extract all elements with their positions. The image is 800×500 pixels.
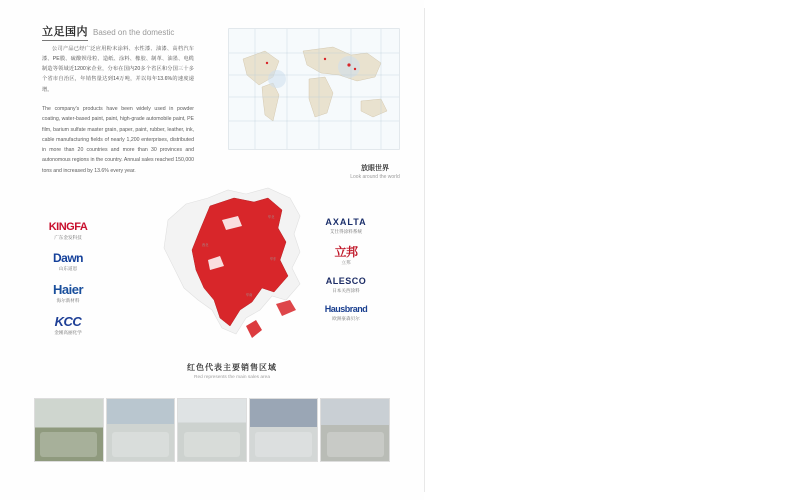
- logo-kcc-sub: 金刚高丽化学: [54, 330, 82, 335]
- photo-mine-1: [34, 398, 104, 462]
- right-panel: [425, 0, 800, 500]
- logo-dawn: [28, 252, 108, 272]
- world-caption-cn: 放眼世界: [361, 165, 389, 172]
- svg-text:华南: 华南: [246, 293, 253, 297]
- domestic-heading-en: Based on the domestic: [93, 28, 175, 37]
- logo-alesco: [306, 277, 386, 294]
- domestic-paragraph-cn: 公司产品已经广泛应用粉末涂料、水性漆、油漆、高档汽车漆、PE膜、硫酸钡母粒、造纸、涂料、橡胶、制革、油墨、电缆制造等领域近1200家企业，分布在国内20多个省区和分国三十多个省市自治区，年销售量达到14万吨，并以每年13.6%的速度递增。: [42, 46, 194, 93]
- photo-mine-3: [177, 398, 247, 462]
- world-map-caption: [330, 163, 420, 180]
- logo-axalta-mark: AXALTA: [325, 217, 367, 227]
- logo-dawn-mark: Dawn: [52, 251, 83, 265]
- photo-plant-5: [320, 398, 390, 462]
- world-caption-en: Look around the world: [350, 174, 400, 180]
- logo-axalta-sub: 艾仕得涂料系统: [329, 229, 363, 234]
- logo-nippon-sub: 立邦: [341, 260, 351, 265]
- logo-hausbrand-mark: Hausbrand: [324, 304, 368, 314]
- domestic-heading-cn: 立足国内: [42, 23, 88, 41]
- logo-dawn-sub: 山东道恩: [58, 266, 78, 271]
- logo-kingfa-sub: 广东金发科技: [54, 235, 82, 240]
- china-sales-map: [150, 168, 320, 358]
- logo-haier-mark: Haier: [52, 282, 84, 297]
- facility-photo-strip: [34, 398, 390, 460]
- logo-alesco-mark: ALESCO: [325, 276, 367, 286]
- logo-axalta: [306, 218, 386, 235]
- world-map: [228, 28, 400, 150]
- customer-logos-left: [28, 222, 108, 347]
- china-caption-en: Red represents the main sales area: [194, 375, 270, 380]
- domestic-paragraph-en: The company's products have been widely used in powder coating, water-based paint, paint, high-grade automobile paint, PE film, barium sulfate master grain, paper, paint, rubber, leather, ink, cable manufacturing fields of nearly 1,200 enterprises, distributed in more than 20 countries and more than 30 provinces and autonomous regions in the country. Annual sales reached 150,000 tons and increased by 13.6% every year.: [42, 106, 194, 174]
- logo-hausbrand: [306, 305, 386, 322]
- china-caption-cn: 红色代表主要销售区域: [187, 363, 277, 372]
- logo-nippon-mark: 立邦: [334, 245, 358, 259]
- domestic-heading: [42, 22, 222, 41]
- photo-plant-4: [249, 398, 319, 462]
- logo-kingfa-mark: KINGFA: [48, 221, 88, 233]
- logo-hausbrand-sub: 欧洲豪森贝尔: [332, 316, 360, 321]
- logo-kcc-mark: KCC: [54, 314, 82, 329]
- logo-haier: [28, 283, 108, 304]
- svg-text:西北: 西北: [202, 243, 209, 247]
- logo-alesco-sub: 日本关西涂料: [332, 288, 360, 293]
- logo-kcc: [28, 315, 108, 336]
- china-map-caption: [142, 362, 322, 380]
- photo-mine-2: [106, 398, 176, 462]
- logo-kingfa: [28, 222, 108, 241]
- svg-text:华北: 华北: [268, 215, 275, 219]
- logo-nippon: [306, 246, 386, 266]
- svg-text:华东: 华东: [270, 257, 277, 261]
- customer-logos-right: [306, 218, 386, 333]
- logo-haier-sub: 海尔新材料: [56, 298, 80, 303]
